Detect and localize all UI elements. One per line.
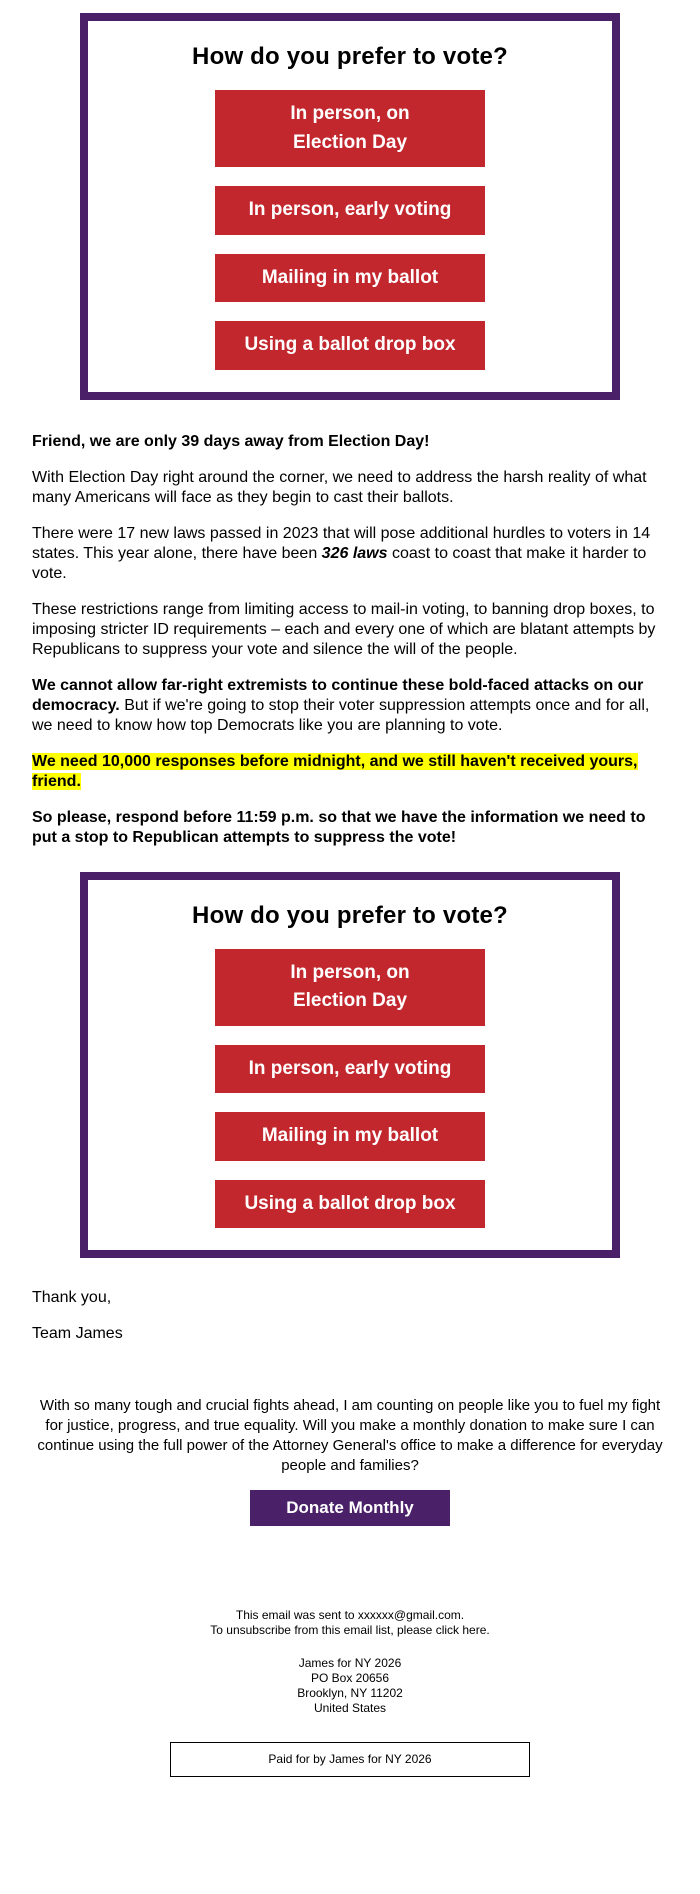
address-country: United States [313,1700,387,1715]
poll-option-early-voting[interactable] [215,1045,485,1094]
donation-ask-text: With so many tough and crucial fights ahead, I am counting on people like you to fuel my fight for justice, progress, and true equality. Will you make a monthly donation to make sure I can continue using the full power of the Attorney General's office to make a difference for everyday people and families? [37,1397,663,1474]
email-copy [0,432,700,848]
sent-to-line: This email was sent to xxxxxx@gmail.com. [235,1607,465,1622]
poll-option-label-line: In person, on [290,961,410,983]
donate-monthly-button[interactable]: Donate Monthly [250,1490,450,1526]
poll-option-label: In person, early voting [248,1057,452,1079]
poll-box-bottom [80,872,620,1259]
poll-option-label: Mailing in my ballot [261,1125,439,1146]
paragraph-restrictions: These restrictions range from limiting access to mail-in voting, to banning drop boxes, to imposing stricter ID requirements – each and every one of which are blatant attempts by Republicans to suppress your vote and silence the will of the people. [32,600,656,658]
poll-option-label-line: In person, on [290,103,410,124]
poll-option-label: In person, early voting [248,199,452,220]
poll-option-label-line: Election Day [292,990,408,1011]
poll-question: How do you prefer to vote? [192,43,508,70]
sent-info [0,1608,700,1638]
org-name: James for NY 2026 [298,1655,402,1670]
highlighted-text: We need 10,000 responses before midnight, and we still haven't received yours, friend. [32,752,638,790]
poll-option-in-person-election-day[interactable] [215,90,485,167]
paragraph-new-laws-tail: coast to coast that make it harder to vote. [32,544,647,582]
poll-option-mail-ballot[interactable] [215,254,485,303]
paid-for-disclaimer: Paid for by James for NY 2026 [170,1742,530,1777]
laws-count-emphasis: 326 laws [321,544,388,562]
donation-section [0,1396,700,1526]
paragraph-extremists-rest: But if we're going to stop their voter suppression attempts once and for all, we need to know how top Democrats like you are planning to vote. [32,696,650,734]
unsubscribe-link[interactable]: click here [435,1622,487,1637]
paragraph-extremists-bold: We cannot allow far-right extremists to continue these bold-faced attacks on our democracy. [32,676,644,714]
signoff-thanks: Thank you, [32,1289,112,1306]
unsubscribe-text: To unsubscribe from this email list, please [210,1622,436,1637]
paragraph-responses-needed [32,752,668,792]
paragraph-new-laws-text: There were 17 new laws passed in 2023 that will pose additional hurdles to voters in 14 states. This year alone, there have been [32,524,651,562]
poll-option-label: Using a ballot drop box [244,334,456,355]
poll-option-early-voting[interactable] [215,186,485,235]
poll-option-mail-ballot[interactable] [215,1112,485,1161]
address-po-box: PO Box 20656 [310,1670,390,1685]
poll-option-drop-box[interactable] [215,321,485,370]
paragraph-new-laws [32,524,668,584]
signoff-team: Team James [32,1325,123,1342]
poll-option-in-person-election-day[interactable] [215,949,485,1026]
paragraph-extremists [32,676,668,736]
poll-box-top [80,13,620,400]
poll-option-drop-box[interactable] [215,1180,485,1229]
signoff [0,1288,700,1344]
address-city: Brooklyn, NY 11202 [297,1685,403,1700]
email-footer [0,1608,700,1829]
paragraph-harsh-reality: With Election Day right around the corner, we need to address the harsh reality of what many Americans will face as they begin to cast their ballots. [32,468,647,506]
mailing-address [0,1656,700,1716]
poll-option-label: Using a ballot drop box [244,1192,456,1214]
poll-option-label-line: Election Day [292,131,408,153]
bottom-spacer [0,1777,700,1829]
poll-option-label: Mailing in my ballot [261,266,439,288]
unsubscribe-period: . [486,1622,490,1637]
poll-question: How do you prefer to vote? [192,901,508,929]
paragraph-countdown: Friend, we are only 39 days away from Election Day! [32,432,430,450]
paragraph-respond-deadline: So please, respond before 11:59 p.m. so that we have the information we need to put a stop to Republican attempts to suppress the vote! [32,808,646,846]
unsubscribe-line [0,1623,700,1638]
